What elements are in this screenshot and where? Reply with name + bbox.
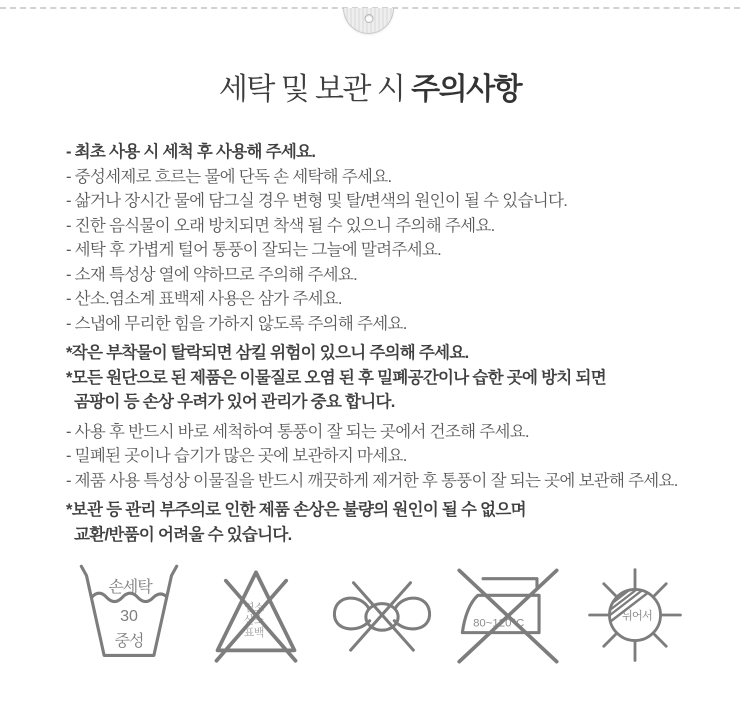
page-title-bold: 주의사항 <box>411 73 522 106</box>
no-bleach-icon <box>199 563 313 667</box>
notes-list <box>66 140 726 547</box>
no-bleach-label-2: 산소 <box>243 614 264 627</box>
note-line: *모든 원단으로 된 제품은 이물질로 오염 된 후 밀폐공간이나 습한 곳에 방치 되면 <box>66 368 606 387</box>
hand-wash-label: 손세탁 <box>108 578 152 597</box>
hand-wash-neutral-label: 중성 <box>114 632 144 651</box>
note-line: - 산소.염소계 표백제 사용은 삼가 주세요. <box>66 290 342 308</box>
note-line: *보관 등 관리 부주의로 인한 제품 손상은 불량의 원인이 될 수 없으며 <box>66 501 526 519</box>
no-wring-icon <box>325 563 439 667</box>
hand-wash-30-neutral-icon <box>72 563 186 667</box>
no-bleach-label-1: 염소 <box>243 601 264 614</box>
note-line: *작은 부착물이 탈락되면 삼킬 위험이 있으니 주의해 주세요. <box>66 344 469 362</box>
hang-tab <box>343 8 394 34</box>
note-line: - 스냅에 무리한 힘을 가하지 않도록 주의해 주세요. <box>66 314 407 333</box>
note-line: 곰팡이 등 손상 우려가 있어 관리가 중요 합니다. <box>74 393 395 411</box>
wring-left-loop <box>334 598 369 629</box>
wring-right-loop <box>394 598 429 629</box>
care-symbols-row <box>72 563 692 667</box>
dry-flat-shade-icon <box>578 563 692 667</box>
note-line: - 세탁 후 가볍게 털어 통풍이 잘되는 그늘에 말려주세요. <box>66 241 442 259</box>
hang-tab-hole <box>364 14 373 23</box>
note-line: - 사용 후 반드시 바로 세척하여 통풍이 잘 되는 곳에서 건조해 주세요. <box>66 422 529 441</box>
hand-wash-temp: 30 <box>120 607 138 626</box>
no-bleach-label-3: 표백 <box>243 626 264 639</box>
iron-temp-label: 80~120°C <box>472 617 524 630</box>
note-line: - 중성세제로 흐르는 물에 단독 손 세탁해 주세요. <box>66 167 392 186</box>
page-title <box>0 64 740 108</box>
note-line: 교환/반품이 어려울 수 있습니다. <box>74 525 292 544</box>
note-line: - 최초 사용 시 세척 후 사용해 주세요. <box>66 143 316 161</box>
note-line: - 삶거나 장시간 물에 담그실 경우 변형 및 탈/변색의 원인이 될 수 있습니다. <box>66 192 568 210</box>
note-line: - 소재 특성상 열에 약하므로 주의해 주세요. <box>66 265 358 284</box>
note-line: - 제품 사용 특성상 이물질을 반드시 깨끗하게 제거한 후 통풍이 잘 되는 곳에 보관해 주세요. <box>66 471 678 490</box>
prohibit-cross <box>459 570 556 661</box>
note-line: - 진한 음식물이 오래 방치되면 착색 될 수 있으니 주의해 주세요. <box>66 216 495 235</box>
note-line: - 밀폐된 곳이나 습기가 많은 곳에 보관하지 마세요. <box>66 447 407 465</box>
iron-handle <box>483 579 537 587</box>
dry-flat-label: 뉘어서 <box>621 610 652 623</box>
prohibit-cross <box>351 583 414 650</box>
no-iron-icon <box>452 563 566 667</box>
page-title-regular: 세탁 및 보관 시 <box>218 73 412 106</box>
